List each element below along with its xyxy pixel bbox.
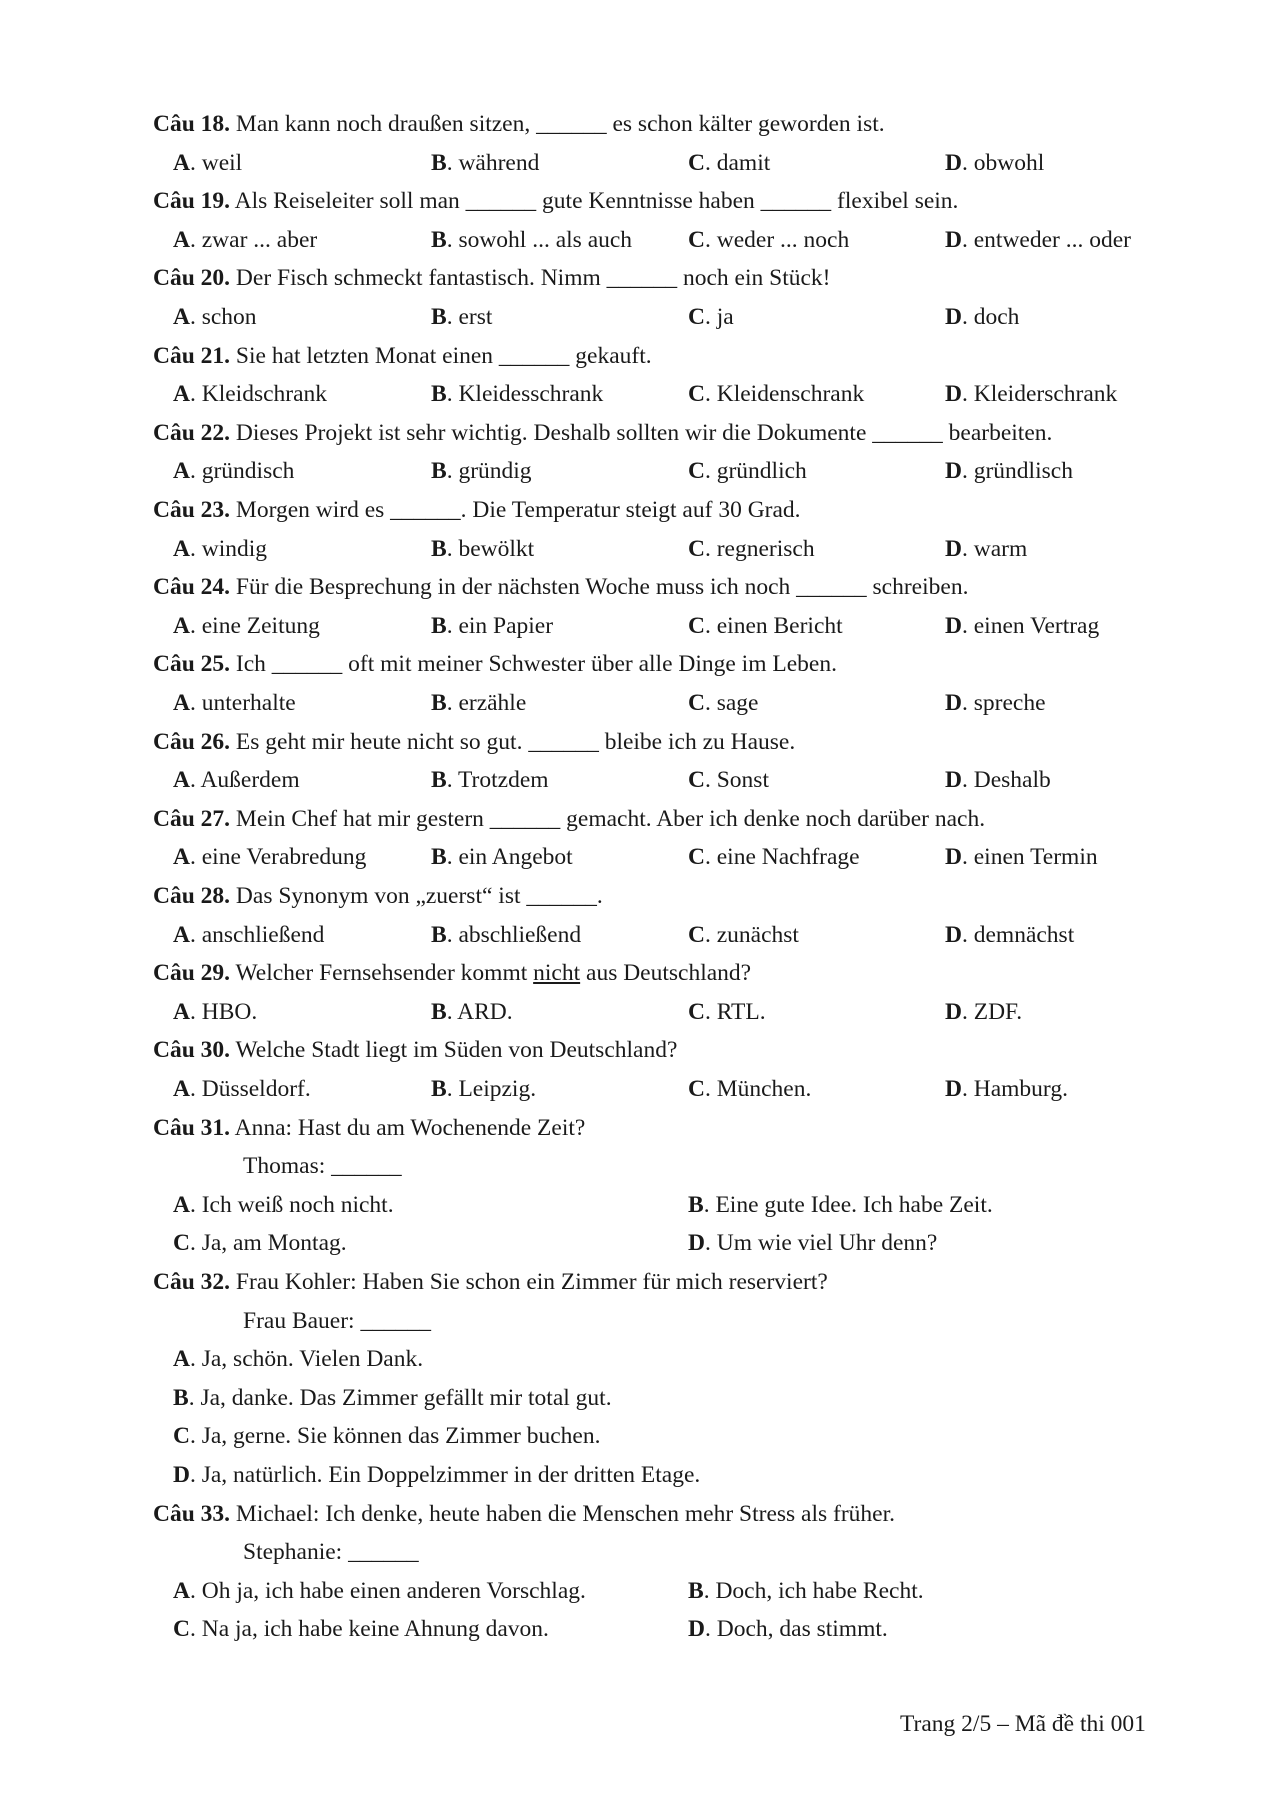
answer-option[interactable] <box>431 457 532 485</box>
answer-option[interactable] <box>431 149 539 177</box>
answer-option[interactable] <box>945 457 1073 485</box>
option-letter: B <box>173 1384 189 1411</box>
option-letter: B <box>431 381 447 408</box>
option-text: . HBO. <box>189 998 258 1025</box>
option-text: . sowohl ... als auch <box>446 226 633 253</box>
dialogue-reply: Frau Bauer: ______ <box>243 1307 431 1334</box>
answer-option[interactable] <box>688 303 734 331</box>
option-letter: D <box>945 998 962 1025</box>
option-letter: A <box>173 458 190 485</box>
answer-option[interactable] <box>688 226 849 254</box>
option-letter: C <box>688 998 705 1025</box>
question-text: Man kann noch draußen sitzen, ______ es schon kälter geworden ist. <box>230 111 885 137</box>
answer-option[interactable] <box>688 149 770 177</box>
question-stem <box>153 805 985 833</box>
option-letter: C <box>173 1230 190 1257</box>
answer-option[interactable] <box>688 1577 924 1605</box>
answer-option[interactable] <box>173 921 324 949</box>
question-number: Câu 30. <box>153 1037 231 1064</box>
options-row <box>0 535 1280 563</box>
option-text: . Kleidenschrank <box>704 381 865 408</box>
answer-option[interactable] <box>431 612 553 640</box>
question-number: Câu 27. <box>153 805 231 832</box>
question-text: Sie hat letzten Monat einen ______ gekauft. <box>230 342 652 369</box>
answer-option[interactable] <box>173 535 267 563</box>
option-letter: B <box>431 998 447 1025</box>
option-text: . erzähle <box>446 690 527 716</box>
option-text: . Ja, natürlich. Ein Doppelzimmer in der dritten Etage. <box>189 1462 701 1488</box>
answer-option[interactable] <box>945 303 1019 331</box>
option-text: . eine Nachfrage <box>704 844 860 871</box>
option-letter: C <box>688 458 705 485</box>
answer-option[interactable] <box>431 303 492 331</box>
answer-option[interactable] <box>173 1461 700 1489</box>
answer-option[interactable] <box>173 226 317 254</box>
option-letter: A <box>173 921 190 948</box>
answer-option[interactable] <box>431 998 513 1026</box>
option-letter: C <box>688 381 705 408</box>
answer-option[interactable] <box>945 1075 1068 1103</box>
answer-option[interactable] <box>688 457 807 485</box>
answer-option[interactable] <box>688 1075 811 1103</box>
option-text: . ZDF. <box>961 998 1023 1025</box>
option-text: . Leipzig. <box>446 1076 537 1102</box>
answer-option[interactable] <box>431 766 549 794</box>
options-row <box>0 1384 1280 1412</box>
option-letter: B <box>431 612 447 639</box>
option-letter: A <box>173 998 190 1025</box>
option-letter: C <box>688 612 705 639</box>
question-stem <box>153 187 958 215</box>
option-letter: C <box>688 844 705 871</box>
answer-option[interactable] <box>173 766 300 794</box>
answer-option[interactable] <box>173 1577 586 1605</box>
options-row <box>0 1615 1280 1643</box>
option-text: . einen Termin <box>961 844 1098 871</box>
option-letter: B <box>431 458 447 485</box>
option-letter: D <box>688 1230 705 1257</box>
question-text: Es geht mir heute nicht so gut. ______ bleibe ich zu Hause. <box>230 728 796 755</box>
option-text: . ein Papier <box>446 612 554 639</box>
answer-option[interactable] <box>945 226 1131 254</box>
option-text: . gründlich <box>704 458 807 485</box>
option-letter: A <box>173 535 190 562</box>
question-number: Câu 31. <box>153 1114 231 1141</box>
question-number: Câu 25. <box>153 651 231 678</box>
answer-option[interactable] <box>688 612 843 640</box>
option-text: . zwar ... aber <box>189 226 318 253</box>
option-text: . gründig <box>446 458 532 485</box>
option-text: . anschließend <box>189 921 325 948</box>
option-letter: B <box>431 767 447 794</box>
question-text: Das Synonym von „zuerst“ ist ______. <box>230 883 603 909</box>
answer-option[interactable] <box>173 149 242 177</box>
option-text: . einen Bericht <box>704 612 843 639</box>
answer-option[interactable] <box>173 1191 394 1219</box>
page-footer: Trang 2/5 – Mã đề thi 001 <box>900 1711 1146 1737</box>
option-text: . zunächst <box>704 921 799 948</box>
question-text: Dieses Projekt ist sehr wichtig. Deshalb sollten wir die Dokumente ______ bearbeiten. <box>230 419 1053 446</box>
answer-option[interactable] <box>431 1075 536 1103</box>
option-text: . weder ... noch <box>704 226 850 253</box>
question-number: Câu 21. <box>153 342 231 369</box>
option-text: . Kleidesschrank <box>446 381 604 408</box>
question-stem <box>153 1268 828 1296</box>
question-number: Câu 32. <box>153 1269 231 1295</box>
option-text: . damit <box>704 149 771 176</box>
option-letter: D <box>945 844 962 871</box>
option-letter: B <box>431 226 447 253</box>
question-stem <box>153 342 652 370</box>
answer-option[interactable] <box>173 843 366 871</box>
answer-option[interactable] <box>945 843 1098 871</box>
option-letter: A <box>173 226 190 253</box>
option-letter: B <box>431 535 447 562</box>
option-text: . Kleiderschrank <box>961 381 1118 408</box>
option-text: . Deshalb <box>961 767 1051 794</box>
option-text: . schon <box>189 304 257 330</box>
question-text: Frau Kohler: Haben Sie schon ein Zimmer für mich reserviert? <box>230 1269 828 1295</box>
option-letter: C <box>688 535 705 562</box>
answer-option[interactable] <box>431 843 573 871</box>
option-text: . weil <box>189 149 243 176</box>
question-stem <box>153 419 1052 447</box>
option-text: . München. <box>704 1076 812 1102</box>
option-text: . Ja, am Montag. <box>189 1230 347 1257</box>
answer-option[interactable] <box>688 766 769 794</box>
option-text: . Ja, danke. Das Zimmer gefällt mir total gut. <box>188 1384 612 1411</box>
question-number: Câu 28. <box>153 883 231 909</box>
option-text: . Doch, ich habe Recht. <box>703 1577 924 1604</box>
option-letter: B <box>431 844 447 871</box>
answer-option[interactable] <box>688 689 759 717</box>
options-row <box>0 1229 1280 1257</box>
option-text: . während <box>446 149 540 176</box>
option-letter: A <box>173 1577 190 1604</box>
option-text: . spreche <box>961 690 1046 716</box>
option-text: . obwohl <box>961 149 1045 176</box>
option-text: . Na ja, ich habe keine Ahnung davon. <box>189 1616 549 1643</box>
option-letter: D <box>945 1076 962 1102</box>
option-text: . ja <box>704 304 734 330</box>
options-row <box>0 689 1280 717</box>
answer-option[interactable] <box>173 380 327 408</box>
option-text: . Oh ja, ich habe einen anderen Vorschlag. <box>189 1577 586 1604</box>
option-text: . doch <box>961 304 1020 330</box>
options-row <box>0 303 1280 331</box>
answer-option[interactable] <box>173 998 257 1026</box>
option-letter: D <box>945 612 962 639</box>
question-text: Michael: Ich denke, heute haben die Menschen mehr Stress als früher. <box>230 1500 896 1527</box>
option-text: . erst <box>446 304 493 330</box>
option-text: . Sonst <box>704 767 769 794</box>
question-number: Câu 33. <box>153 1500 231 1527</box>
question-number: Câu 26. <box>153 728 231 755</box>
option-letter: D <box>945 304 962 330</box>
question-stem <box>153 110 885 138</box>
answer-option[interactable] <box>688 535 815 563</box>
answer-option[interactable] <box>945 149 1044 177</box>
answer-option[interactable] <box>688 380 864 408</box>
answer-option[interactable] <box>173 1229 347 1257</box>
answer-option[interactable] <box>945 921 1074 949</box>
option-letter: C <box>173 1423 190 1450</box>
option-letter: A <box>173 1076 190 1102</box>
question-number: Câu 19. <box>153 188 231 215</box>
question-stem <box>153 264 831 292</box>
option-text: . ein Angebot <box>446 844 573 871</box>
option-letter: D <box>945 458 962 485</box>
option-letter: D <box>945 226 962 253</box>
option-text: . Um wie viel Uhr denn? <box>704 1230 938 1257</box>
question-stem <box>153 959 751 987</box>
option-text: . abschließend <box>446 921 582 948</box>
option-text: . entweder ... oder <box>961 226 1131 253</box>
option-letter: B <box>688 1191 704 1218</box>
option-letter: A <box>173 1346 190 1373</box>
underlined-word: nicht <box>533 960 581 987</box>
option-letter: C <box>688 226 705 253</box>
answer-option[interactable] <box>945 380 1117 408</box>
option-text: . Eine gute Idee. Ich habe Zeit. <box>703 1191 993 1218</box>
answer-option[interactable] <box>945 535 1027 563</box>
option-letter: D <box>173 1462 190 1488</box>
answer-option[interactable] <box>945 689 1046 717</box>
option-letter: C <box>688 304 705 330</box>
option-text: . Doch, das stimmt. <box>704 1616 888 1643</box>
option-letter: A <box>173 690 190 716</box>
question-text: Für die Besprechung in der nächsten Woche muss ich noch ______ schreiben. <box>230 574 969 601</box>
option-text: . Außerdem <box>189 767 300 794</box>
answer-option[interactable] <box>173 689 296 717</box>
options-row <box>0 998 1280 1026</box>
option-letter: C <box>688 921 705 948</box>
answer-option[interactable] <box>173 1384 612 1412</box>
option-letter: B <box>431 149 447 176</box>
question-number: Câu 29. <box>153 960 231 987</box>
options-row <box>0 1577 1280 1605</box>
question-text: Welche Stadt liegt im Süden von Deutschland? <box>230 1037 678 1064</box>
option-letter: C <box>688 149 705 176</box>
option-text: . einen Vertrag <box>961 612 1100 639</box>
question-stem <box>153 1036 677 1064</box>
option-letter: D <box>945 149 962 176</box>
dialogue-reply: Thomas: ______ <box>243 1153 402 1180</box>
option-letter: D <box>688 1616 705 1643</box>
answer-option[interactable] <box>945 998 1022 1026</box>
answer-option[interactable] <box>173 303 257 331</box>
option-letter: C <box>173 1616 190 1643</box>
option-text: . Ja, gerne. Sie können das Zimmer buchen. <box>189 1423 601 1450</box>
option-text: . Kleidschrank <box>189 381 328 408</box>
option-letter: C <box>688 690 705 716</box>
option-text: . regnerisch <box>704 535 815 562</box>
option-letter: A <box>173 381 190 408</box>
question-text: aus Deutschland? <box>580 960 752 987</box>
answer-option[interactable] <box>173 612 320 640</box>
option-letter: A <box>173 612 190 639</box>
question-number: Câu 22. <box>153 419 231 446</box>
answer-option[interactable] <box>688 1229 937 1257</box>
options-row <box>0 1075 1280 1103</box>
option-letter: D <box>945 767 962 794</box>
options-row <box>0 380 1280 408</box>
option-letter: A <box>173 304 190 330</box>
answer-option[interactable] <box>431 380 603 408</box>
options-row <box>0 612 1280 640</box>
question-stem <box>153 1114 585 1142</box>
options-row <box>0 457 1280 485</box>
option-letter: A <box>173 1191 190 1218</box>
question-text: Anna: Hast du am Wochenende Zeit? <box>230 1114 586 1141</box>
options-row <box>0 1191 1280 1219</box>
option-letter: A <box>173 149 190 176</box>
option-text: . windig <box>189 535 268 562</box>
options-row <box>0 226 1280 254</box>
answer-option[interactable] <box>173 1422 600 1450</box>
option-letter: D <box>945 690 962 716</box>
option-text: . eine Zeitung <box>189 612 320 639</box>
answer-option[interactable] <box>431 535 534 563</box>
answer-option[interactable] <box>945 612 1099 640</box>
option-text: . warm <box>961 535 1028 562</box>
question-number: Câu 18. <box>153 111 231 137</box>
option-text: . Düsseldorf. <box>189 1076 311 1102</box>
answer-option[interactable] <box>688 998 766 1026</box>
option-letter: A <box>173 844 190 871</box>
option-text: . gründlisch <box>961 458 1073 485</box>
answer-option[interactable] <box>431 226 632 254</box>
option-text: . sage <box>704 690 759 716</box>
question-number: Câu 24. <box>153 574 231 601</box>
answer-option[interactable] <box>173 1615 549 1643</box>
option-letter: B <box>431 921 447 948</box>
question-text: Der Fisch schmeckt fantastisch. Nimm ______ noch ein Stück! <box>230 265 831 292</box>
answer-option[interactable] <box>431 689 526 717</box>
option-letter: D <box>945 381 962 408</box>
option-text: . eine Verabredung <box>189 844 367 871</box>
option-text: . gründisch <box>189 458 295 485</box>
question-stem <box>153 496 801 524</box>
answer-option[interactable] <box>173 1345 423 1373</box>
question-number: Câu 20. <box>153 265 231 292</box>
option-text: . bewölkt <box>446 535 535 562</box>
option-letter: D <box>945 535 962 562</box>
option-letter: B <box>688 1577 704 1604</box>
option-text: . unterhalte <box>189 690 296 716</box>
question-text: Welcher Fernsehsender kommt <box>230 960 534 987</box>
options-row <box>0 843 1280 871</box>
option-text: . Ja, schön. Vielen Dank. <box>189 1346 424 1373</box>
dialogue-reply: Stephanie: ______ <box>243 1539 419 1566</box>
option-letter: B <box>431 690 447 716</box>
option-letter: C <box>688 767 705 794</box>
answer-option[interactable] <box>688 1615 888 1643</box>
answer-option[interactable] <box>173 1075 311 1103</box>
option-text: . RTL. <box>704 998 766 1025</box>
options-row <box>0 1345 1280 1373</box>
option-letter: D <box>945 921 962 948</box>
option-letter: B <box>431 304 447 330</box>
answer-option[interactable] <box>431 921 581 949</box>
answer-option[interactable] <box>688 843 860 871</box>
question-stem <box>153 728 795 756</box>
option-text: . demnächst <box>961 921 1075 948</box>
answer-option[interactable] <box>945 766 1051 794</box>
option-letter: B <box>431 1076 447 1102</box>
options-row <box>0 766 1280 794</box>
option-text: . Hamburg. <box>961 1076 1068 1102</box>
question-text: Mein Chef hat mir gestern ______ gemacht. Aber ich denke noch darüber nach. <box>230 805 986 832</box>
answer-option[interactable] <box>173 457 294 485</box>
question-stem <box>153 573 968 601</box>
options-row <box>0 1461 1280 1489</box>
question-stem <box>153 650 837 678</box>
answer-option[interactable] <box>688 1191 993 1219</box>
option-text: . Ich weiß noch nicht. <box>189 1191 394 1218</box>
option-text: . Trotzdem <box>446 767 549 794</box>
question-number: Câu 23. <box>153 497 231 523</box>
answer-option[interactable] <box>688 921 799 949</box>
option-text: . ARD. <box>446 998 513 1025</box>
options-row <box>0 149 1280 177</box>
option-letter: C <box>688 1076 705 1102</box>
options-row <box>0 1422 1280 1450</box>
options-row <box>0 921 1280 949</box>
question-stem <box>153 1500 895 1528</box>
question-stem <box>153 882 603 910</box>
question-text: Als Reiseleiter soll man ______ gute Kenntnisse haben ______ flexibel sein. <box>230 188 959 215</box>
option-letter: A <box>173 767 190 794</box>
question-text: Morgen wird es ______. Die Temperatur steigt auf 30 Grad. <box>230 497 801 523</box>
question-text: Ich ______ oft mit meiner Schwester über alle Dinge im Leben. <box>230 651 837 678</box>
